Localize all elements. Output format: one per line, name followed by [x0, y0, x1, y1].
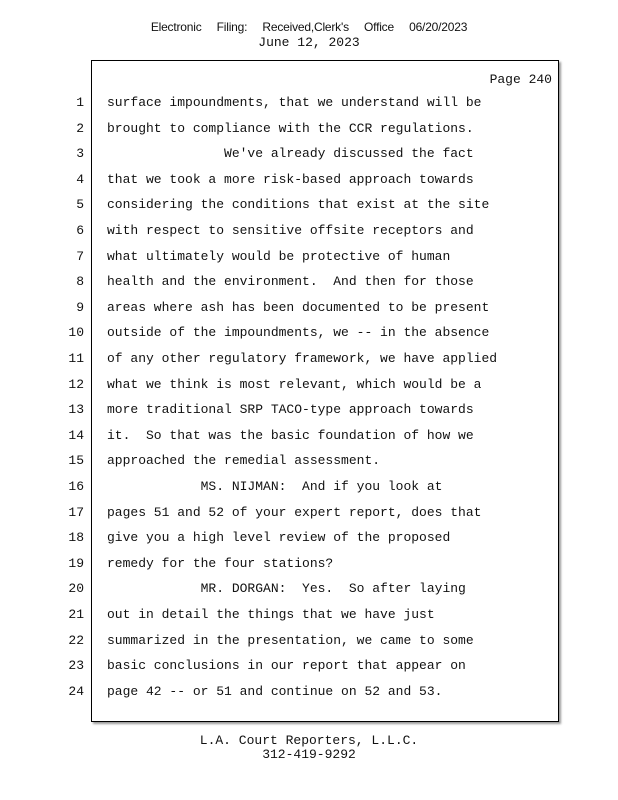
line-number: 6: [76, 223, 84, 238]
line-number: 15: [68, 453, 84, 469]
line-number: 19: [68, 555, 84, 571]
filing-date: 06/20/2023: [409, 20, 468, 34]
line-text: out in detail the things that we have just: [107, 607, 435, 622]
line-number: 9: [76, 299, 84, 315]
line-text: summarized in the presentation, we came to some: [107, 632, 474, 648]
line-number: 2: [76, 120, 84, 136]
line-number: 16: [68, 479, 84, 494]
line-number: 22: [68, 632, 84, 648]
filing-stamp: [0, 20, 618, 34]
line-text: considering the conditions that exist at the site: [107, 197, 490, 213]
line-number: 12: [68, 376, 84, 392]
line-number: 14: [68, 427, 84, 443]
line-number: 3: [76, 146, 84, 162]
line-text: MS. NIJMAN: And if you look at: [107, 479, 443, 494]
line-text: basic conclusions in our report that appear on: [107, 658, 466, 674]
line-text: health and the environment. And then for those: [107, 274, 474, 290]
transcript-date: June 12, 2023: [258, 35, 360, 50]
filing-word-filing: Filing:: [216, 20, 248, 34]
line-text: areas where ash has been documented to be present: [107, 299, 490, 315]
line-text: that we took a more risk-based approach towards: [107, 171, 474, 187]
line-text: pages 51 and 52 of your expert report, does that: [107, 504, 482, 520]
line-text: remedy for the four stations?: [107, 555, 334, 571]
line-number: 10: [68, 325, 84, 341]
line-number: 13: [68, 402, 84, 418]
page-number: Page 240: [489, 72, 552, 87]
line-number: 5: [76, 197, 84, 213]
line-text: approached the remedial assessment.: [107, 453, 381, 469]
line-text: what we think is most relevant, which would be a: [107, 376, 482, 392]
line-text: of any other regulatory framework, we have applied: [107, 351, 498, 366]
line-text: more traditional SRP TACO-type approach towards: [107, 402, 474, 418]
line-text: give you a high level review of the proposed: [107, 530, 451, 546]
line-text: what ultimately would be protective of human: [107, 248, 451, 264]
line-number: 8: [76, 274, 84, 290]
line-number: 17: [68, 504, 84, 520]
line-number: 20: [68, 581, 84, 597]
line-text: brought to compliance with the CCR regulations.: [107, 120, 474, 136]
line-number: 21: [68, 607, 84, 622]
line-text: page 42 -- or 51 and continue on 52 and 53.: [107, 683, 443, 699]
line-number: 23: [68, 658, 84, 674]
line-text: surface impoundments, that we understand will be: [107, 95, 482, 110]
line-number: 11: [68, 351, 84, 366]
filing-word-received: Received,Clerk's: [262, 20, 349, 34]
filing-word-electronic: Electronic: [150, 20, 202, 34]
line-number: 1: [76, 95, 84, 110]
line-text: outside of the impoundments, we -- in the absence: [107, 325, 490, 341]
line-text: it. So that was the basic foundation of how we: [107, 427, 474, 443]
line-number: 7: [76, 248, 84, 264]
filing-word-office: Office: [364, 20, 394, 34]
line-number: 18: [68, 530, 84, 546]
line-number: 24: [68, 683, 84, 699]
line-number: 4: [76, 171, 84, 187]
line-text: with respect to sensitive offsite receptors and: [107, 223, 474, 238]
footer-phone: 312-419-9292: [262, 747, 356, 762]
line-text: MR. DORGAN: Yes. So after laying: [107, 581, 466, 597]
footer-company: L.A. Court Reporters, L.L.C.: [199, 733, 419, 748]
line-text: We've already discussed the fact: [107, 146, 474, 162]
